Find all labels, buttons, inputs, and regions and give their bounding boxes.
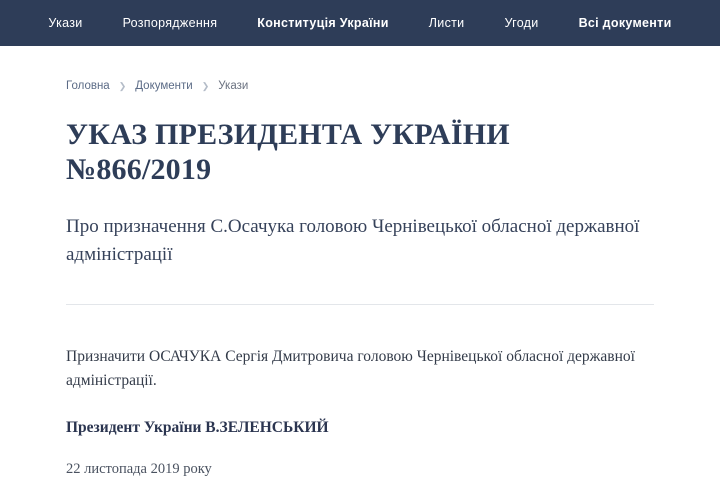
document-date: 22 листопада 2019 року: [66, 461, 212, 478]
page-title: УКАЗ ПРЕЗИДЕНТА УКРАЇНИ №866/2019: [66, 118, 510, 186]
breadcrumb-item-home[interactable]: Головна: [66, 80, 110, 92]
nav-item-rozporyadzhennya[interactable]: Розпорядження: [122, 16, 218, 30]
nav-item-ugody[interactable]: Угоди: [504, 16, 539, 30]
document-paragraph: Призначити ОСАЧУКА Сергія Дмитровича головою Чернівецької обласної державної адміністрації.: [66, 348, 635, 390]
nav-list: [48, 16, 671, 30]
breadcrumb-item-ukazy: Укази: [218, 80, 249, 92]
chevron-right-icon: ❯: [118, 80, 127, 91]
chevron-right-icon: ❯: [201, 80, 210, 91]
breadcrumb-item-documents[interactable]: Документи: [135, 80, 193, 92]
nav-item-lysty[interactable]: Листи: [428, 16, 465, 30]
section-divider: [66, 304, 654, 305]
document-body: [66, 345, 654, 478]
document-signature: Президент України В.ЗЕЛЕНСЬКИЙ: [66, 419, 329, 437]
page-content: [0, 80, 720, 478]
breadcrumb: [66, 80, 654, 92]
nav-item-konstytutsiya[interactable]: Конституція України: [257, 16, 389, 30]
nav-item-ukazy[interactable]: Укази: [48, 16, 83, 30]
nav-item-vsi-dokumenty[interactable]: Всі документи: [578, 16, 672, 30]
document-subtitle: Про призначення С.Осачука головою Чернівецької обласної державної адміністрації: [66, 216, 640, 265]
main-navigation-bar: [0, 0, 720, 46]
